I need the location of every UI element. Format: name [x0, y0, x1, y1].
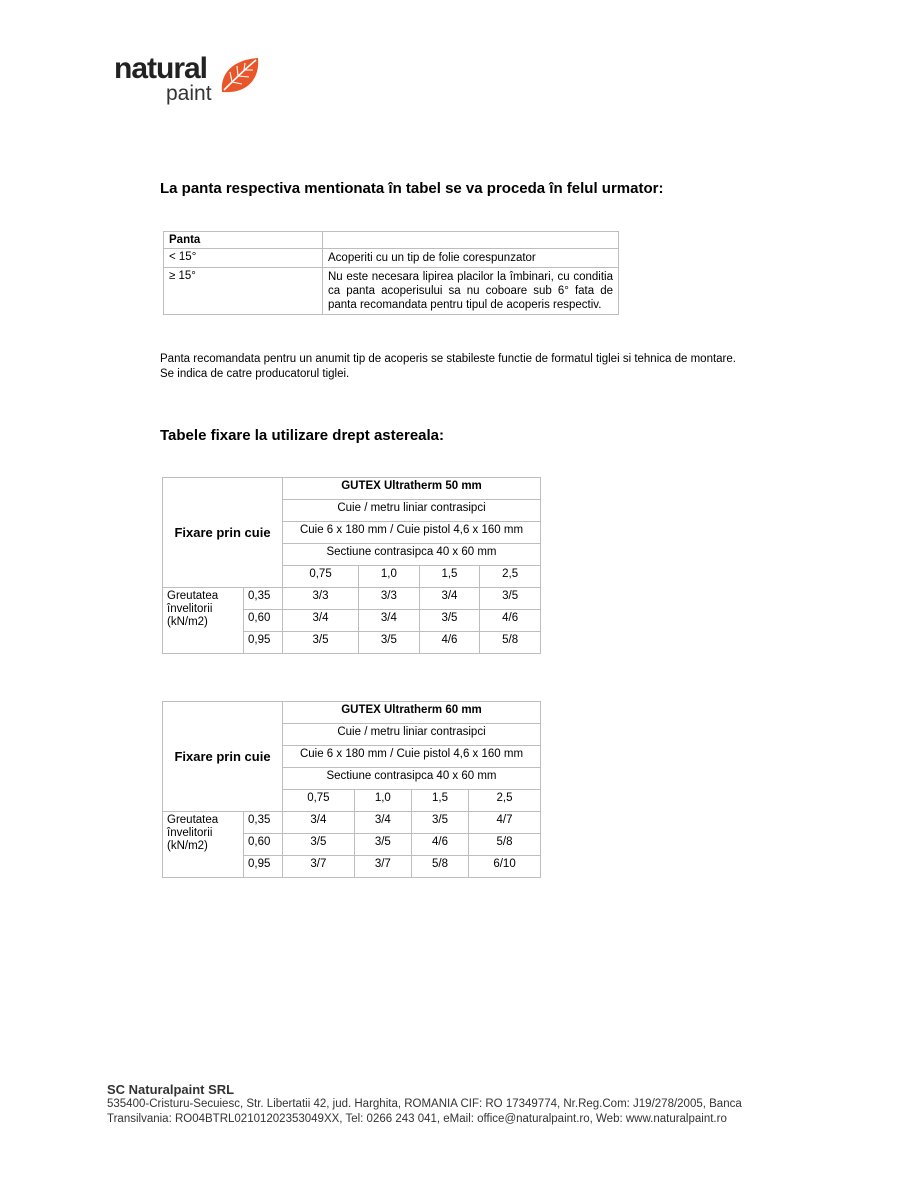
table-cell: 4/6 [419, 632, 480, 654]
load-label: Greutatea învelitorii (kN/m2) [163, 588, 244, 654]
table-cell: 3/4 [419, 588, 480, 610]
heading-panta: La panta respectiva mentionata în tabel se va proceda în felul urmator: [160, 180, 664, 197]
table-row [164, 268, 619, 315]
sub-header: Cuie 6 x 180 mm / Cuie pistol 4,6 x 160 mm [283, 746, 541, 768]
table-cell: 3/7 [283, 856, 355, 878]
table-cell: 3/4 [354, 812, 411, 834]
gutex-title: GUTEX Ultratherm 50 mm [283, 478, 541, 500]
gutex-title: GUTEX Ultratherm 60 mm [283, 702, 541, 724]
table-cell: 3/5 [354, 834, 411, 856]
column-header: 1,0 [354, 790, 411, 812]
table-cell: 6/10 [469, 856, 541, 878]
load-value: 0,95 [244, 856, 283, 878]
fixing-label: Fixare prin cuie [163, 478, 283, 588]
gutex-table-60 [162, 701, 541, 878]
table-cell: 3/4 [283, 610, 359, 632]
table-cell: 3/5 [359, 632, 420, 654]
load-value: 0,35 [244, 588, 283, 610]
leaf-icon [218, 56, 262, 96]
column-header: 2,5 [469, 790, 541, 812]
table-row [164, 232, 619, 249]
note-line: Panta recomandata pentru un anumit tip de acoperis se stabileste functie de formatul tiglei si tehnica de montare. [160, 353, 736, 365]
table-cell: 3/4 [359, 610, 420, 632]
slope-note [160, 352, 736, 382]
table-cell: 3/5 [283, 632, 359, 654]
table-row [163, 702, 541, 724]
load-value: 0,95 [244, 632, 283, 654]
footer-bank: Transilvania: RO04BTRL02101202353049XX, Tel: 0266 243 041, eMail: office@naturalpaint.ro, Web: www.naturalpaint.ro [107, 1113, 727, 1125]
panta-slope: ≥ 15° [164, 268, 323, 315]
load-value: 0,60 [244, 834, 283, 856]
column-header: 2,5 [480, 566, 541, 588]
gutex-table-50 [162, 477, 541, 654]
panta-header: Panta [164, 232, 323, 249]
column-header: 0,75 [283, 790, 355, 812]
panta-text: Acoperiti cu un tip de folie corespunzator [323, 249, 619, 268]
panta-slope: < 15° [164, 249, 323, 268]
logo-word-paint: paint [166, 82, 212, 105]
table-cell: 3/5 [419, 610, 480, 632]
panta-header-empty [323, 232, 619, 249]
table-cell: 3/5 [411, 812, 468, 834]
table-cell: 5/8 [469, 834, 541, 856]
table-cell: 3/3 [359, 588, 420, 610]
table-cell: 4/6 [480, 610, 541, 632]
table-row [163, 478, 541, 500]
load-value: 0,35 [244, 812, 283, 834]
column-header: 1,0 [359, 566, 420, 588]
table-row [163, 588, 541, 610]
panta-table [163, 231, 619, 315]
footer-company: SC Naturalpaint SRL [107, 1082, 235, 1097]
table-cell: 5/8 [480, 632, 541, 654]
sub-header: Cuie / metru liniar contrasipci [283, 500, 541, 522]
table-cell: 3/4 [283, 812, 355, 834]
column-header: 1,5 [411, 790, 468, 812]
sub-header: Sectiune contrasipca 40 x 60 mm [283, 544, 541, 566]
company-logo [114, 52, 274, 112]
heading-tabele: Tabele fixare la utilizare drept astereala: [160, 427, 445, 444]
table-cell: 3/5 [283, 834, 355, 856]
sub-header: Cuie / metru liniar contrasipci [283, 724, 541, 746]
column-header: 0,75 [283, 566, 359, 588]
load-value: 0,60 [244, 610, 283, 632]
load-label: Greutatea învelitorii (kN/m2) [163, 812, 244, 878]
table-cell: 3/7 [354, 856, 411, 878]
note-line: Se indica de catre producatorul tiglei. [160, 368, 350, 380]
table-cell: 3/3 [283, 588, 359, 610]
sub-header: Cuie 6 x 180 mm / Cuie pistol 4,6 x 160 mm [283, 522, 541, 544]
fixing-label: Fixare prin cuie [163, 702, 283, 812]
table-row [164, 249, 619, 268]
table-cell: 4/7 [469, 812, 541, 834]
footer [107, 1082, 742, 1127]
table-cell: 3/5 [480, 588, 541, 610]
table-row [163, 812, 541, 834]
table-cell: 5/8 [411, 856, 468, 878]
footer-address: 535400-Cristuru-Secuiesc, Str. Libertatii 42, jud. Harghita, ROMANIA CIF: RO 17349774, Nr.Reg.Com: J19/278/2005, Banca [107, 1098, 742, 1110]
logo-word-natural: natural [114, 52, 208, 85]
panta-text: Nu este necesara lipirea placilor la îmbinari, cu conditia ca panta acoperisului sa nu coboare sub 6° fata de panta recomandata pentru tipul de acoperis respectiv. [323, 268, 619, 315]
sub-header: Sectiune contrasipca 40 x 60 mm [283, 768, 541, 790]
table-cell: 4/6 [411, 834, 468, 856]
column-header: 1,5 [419, 566, 480, 588]
